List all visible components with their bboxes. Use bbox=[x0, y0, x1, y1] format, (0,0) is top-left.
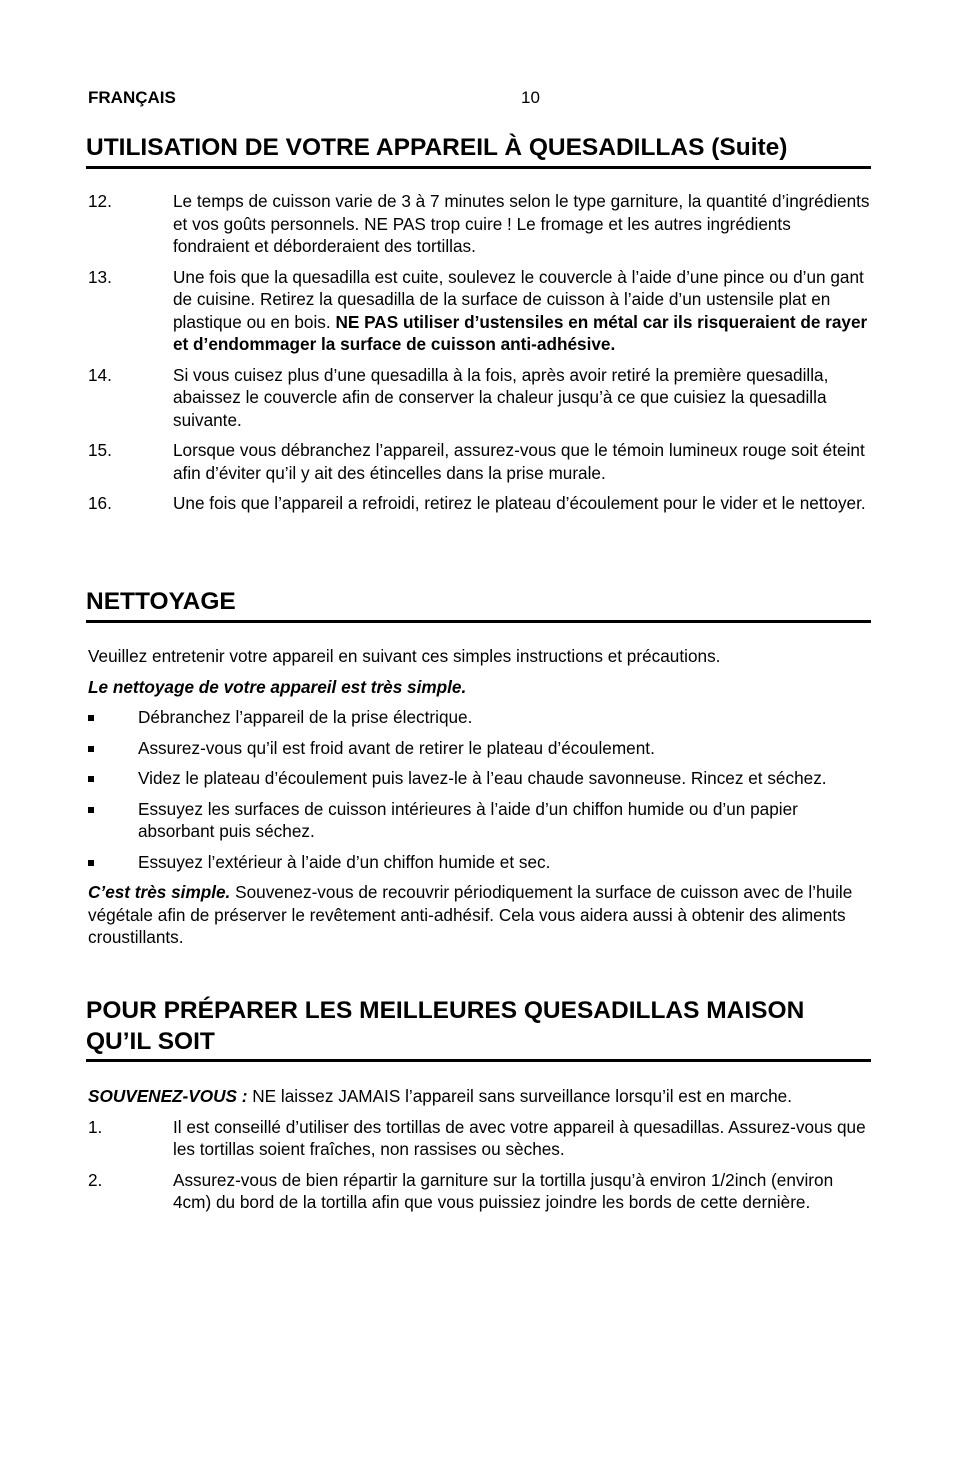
cleaning-intro: Veuillez entretenir votre appareil en suivant ces simples instructions et précautions. bbox=[88, 646, 721, 666]
language-label: FRANÇAIS bbox=[88, 88, 176, 107]
list-item bbox=[88, 798, 872, 843]
item-text: Le temps de cuisson varie de 3 à 7 minutes selon le type garniture, la quantité d’ingrédients et vos goûts personnels. NE PAS trop cuire ! Le fromage et les autres ingrédients fondraient et déborderaient des tortillas. bbox=[173, 191, 870, 256]
item-text: Il est conseillé d’utiliser des tortillas de avec votre appareil à quesadillas. Assurez-vous que les tortillas soient fraîches, non rassises ou sèches. bbox=[173, 1116, 866, 1159]
list-item bbox=[88, 851, 872, 874]
bullet-icon bbox=[88, 746, 94, 752]
cleaning-content bbox=[88, 645, 872, 957]
bullet-icon bbox=[88, 715, 94, 721]
usage-steps bbox=[88, 190, 872, 523]
section-title-tips: POUR PRÉPARER LES MEILLEURES QUESADILLAS MAISON QU’IL SOIT bbox=[86, 995, 871, 1062]
bullet-icon bbox=[88, 860, 94, 866]
bullet-text: Débranchez l’appareil de la prise électrique. bbox=[138, 707, 473, 727]
list-item bbox=[88, 767, 872, 790]
list-item bbox=[88, 1169, 872, 1214]
page-number: 10 bbox=[521, 88, 540, 107]
bullet-icon bbox=[88, 776, 94, 782]
section-title-cleaning: NETTOYAGE bbox=[86, 586, 871, 623]
list-item bbox=[88, 439, 872, 484]
bullet-icon bbox=[88, 807, 94, 813]
bullet-text: Assurez-vous qu’il est froid avant de retirer le plateau d’écoulement. bbox=[138, 737, 655, 758]
list-item bbox=[88, 266, 872, 356]
tips-content bbox=[88, 1085, 872, 1222]
item-number: 2. bbox=[88, 1169, 103, 1190]
bullet-text: Essuyez les surfaces de cuisson intérieures à l’aide d’un chiffon humide ou d’un papier absorbant puis séchez. bbox=[138, 798, 798, 841]
list-item bbox=[88, 706, 872, 729]
cleaning-closing bbox=[88, 881, 872, 949]
item-number: 12. bbox=[88, 191, 112, 211]
item-text: Une fois que la quesadilla est cuite, soulevez le couvercle à l’aide d’une pince ou d’un gant de cuisine. Retirez la quesadilla de la surface de cuisson à l’aide d’un ustensile plat en plastique ou en bois. bbox=[173, 266, 864, 332]
reminder-text: NE laissez JAMAIS l’appareil sans surveillance lorsqu’il est en marche. bbox=[247, 1086, 792, 1106]
closing-lead: C’est très simple. bbox=[88, 882, 231, 902]
list-item bbox=[88, 364, 872, 432]
bullet-text: Videz le plateau d’écoulement puis lavez-le à l’eau chaude savonneuse. Rincez et séchez. bbox=[138, 768, 827, 788]
item-text: Une fois que l’appareil a refroidi, retirez le plateau d’écoulement pour le vider et le nettoyer. bbox=[173, 493, 866, 513]
item-number: 1. bbox=[88, 1116, 103, 1137]
item-number: 13. bbox=[88, 266, 112, 287]
item-text: Lorsque vous débranchez l’appareil, assurez-vous que le témoin lumineux rouge soit éteint afin d’éviter qu’il y ait des étincelles dans la prise murale. bbox=[173, 440, 865, 483]
cleaning-subhead: Le nettoyage de votre appareil est très simple. bbox=[88, 676, 467, 697]
item-text: Si vous cuisez plus d’une quesadilla à la fois, après avoir retiré la première quesadilla, abaissez le couvercle afin de conserver la chaleur jusqu’à ce que cuisiez la quesadilla suivante. bbox=[173, 364, 829, 430]
bullet-text: Essuyez l’extérieur à l’aide d’un chiffon humide et sec. bbox=[138, 851, 551, 872]
closing-text: Souvenez-vous de recouvrir périodiquement la surface de cuisson avec de l’huile végétale afin de préserver le revêtement anti-adhésif. Cela vous aidera aussi à obtenir des aliments croustillants. bbox=[88, 882, 853, 947]
item-number: 14. bbox=[88, 364, 112, 385]
reminder bbox=[88, 1085, 872, 1108]
list-item bbox=[88, 737, 872, 760]
page-header bbox=[88, 88, 872, 108]
reminder-lead: SOUVENEZ-VOUS : bbox=[88, 1086, 248, 1106]
warning-text: NE PAS utiliser d’ustensiles en métal car ils risqueraient de rayer et d’endommager la surface de cuisson anti-adhésive. bbox=[173, 311, 868, 354]
list-item bbox=[88, 492, 872, 515]
list-item bbox=[88, 1116, 872, 1161]
item-number: 15. bbox=[88, 440, 112, 460]
section-title-usage: UTILISATION DE VOTRE APPAREIL À QUESADILLAS (Suite) bbox=[86, 132, 871, 169]
item-text: Assurez-vous de bien répartir la garniture sur la tortilla jusqu’à environ 1/2inch (environ 4cm) du bord de la tortilla afin que vous puissiez joindre les bords de cette dernière. bbox=[173, 1169, 834, 1212]
list-item bbox=[88, 190, 872, 258]
item-number: 16. bbox=[88, 493, 112, 513]
